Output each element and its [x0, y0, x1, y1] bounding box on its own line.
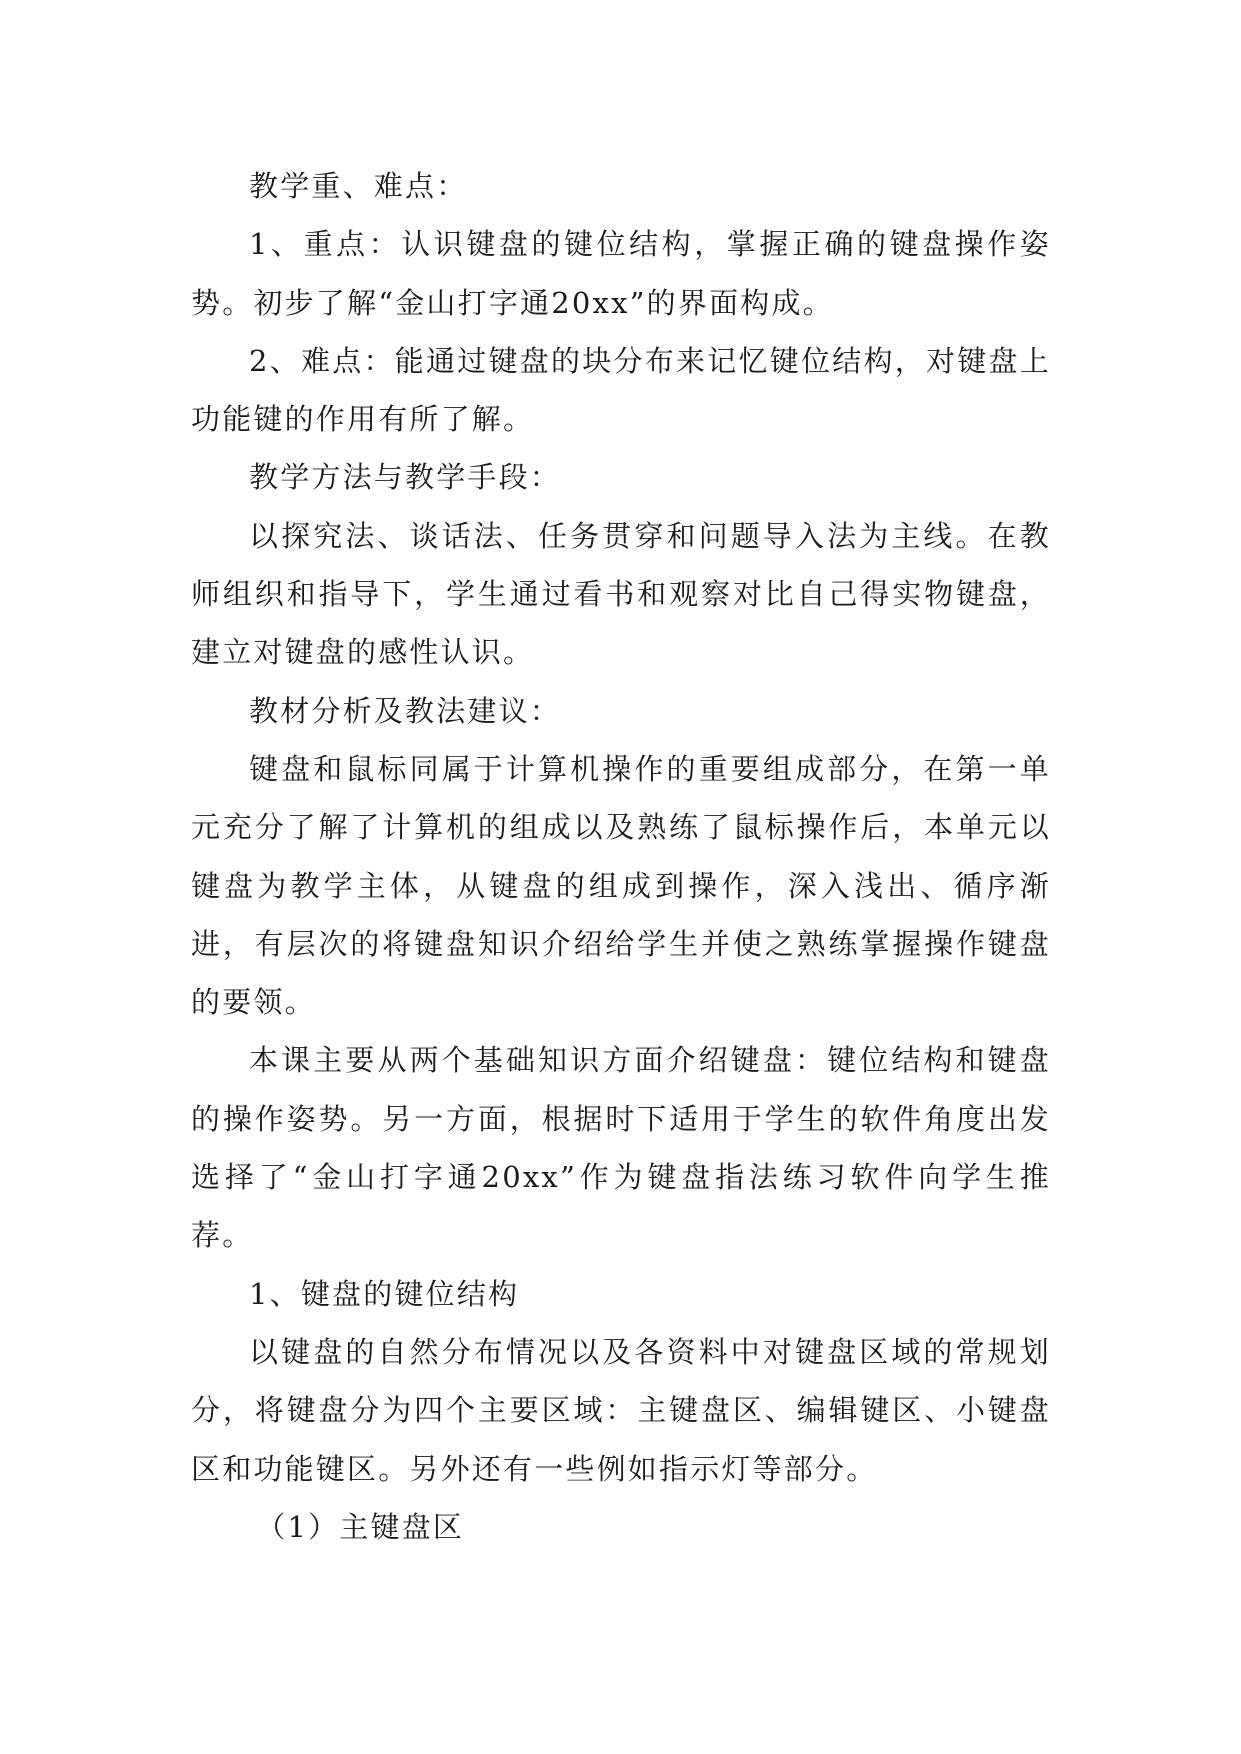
section-heading-textbook-analysis: 教材分析及教法建议：: [249, 693, 562, 728]
subheading-main-keyboard: （1）主键盘区: [256, 1509, 465, 1544]
paragraph-difficult-point: 2、难点：能通过键盘的块分布来记忆键位结构，对键盘上功能键的作用有所了解。: [191, 343, 1051, 437]
paragraph-key-point: 1、重点：认识键盘的键位结构，掌握正确的键盘操作姿势。初步了解“金山打字通20xx”的界面构成。: [191, 227, 1051, 320]
paragraph-key-layout: 以键盘的自然分布情况以及各资料中对键盘区域的常规划分，将键盘分为四个主要区域：主键盘区、编辑键区、小键盘区和功能键区。另外还有一些例如指示灯等部分。: [191, 1334, 1051, 1486]
paragraph-lesson-overview: 本课主要从两个基础知识方面介绍键盘：键位结构和键盘的操作姿势。另一方面，根据时下适用于学生的软件角度出发选择了“金山打字通20xx”作为键盘指法练习软件向学生推荐。: [191, 1043, 1051, 1253]
paragraph-textbook-analysis: 键盘和鼠标同属于计算机操作的重要组成部分，在第一单元充分了解了计算机的组成以及熟练了鼠标操作后，本单元以键盘为教学主体，从键盘的组成到操作，深入浅出、循序渐进，有层次的将键盘知识介绍给学生并使之熟练掌握操作键盘的要领。: [191, 751, 1051, 1020]
document-body: [191, 157, 1051, 1556]
section-heading-key-difficult-points: 教学重、难点：: [249, 169, 468, 203]
paragraph-teaching-methods: 以探究法、谈话法、任务贯穿和问题导入法为主线。在教师组织和指导下，学生通过看书和观察对比自己得实物键盘，建立对键盘的感性认识。: [191, 518, 1051, 670]
section-heading-key-layout: 1、键盘的键位结构: [249, 1276, 520, 1311]
section-heading-teaching-methods: 教学方法与教学手段：: [249, 460, 562, 495]
